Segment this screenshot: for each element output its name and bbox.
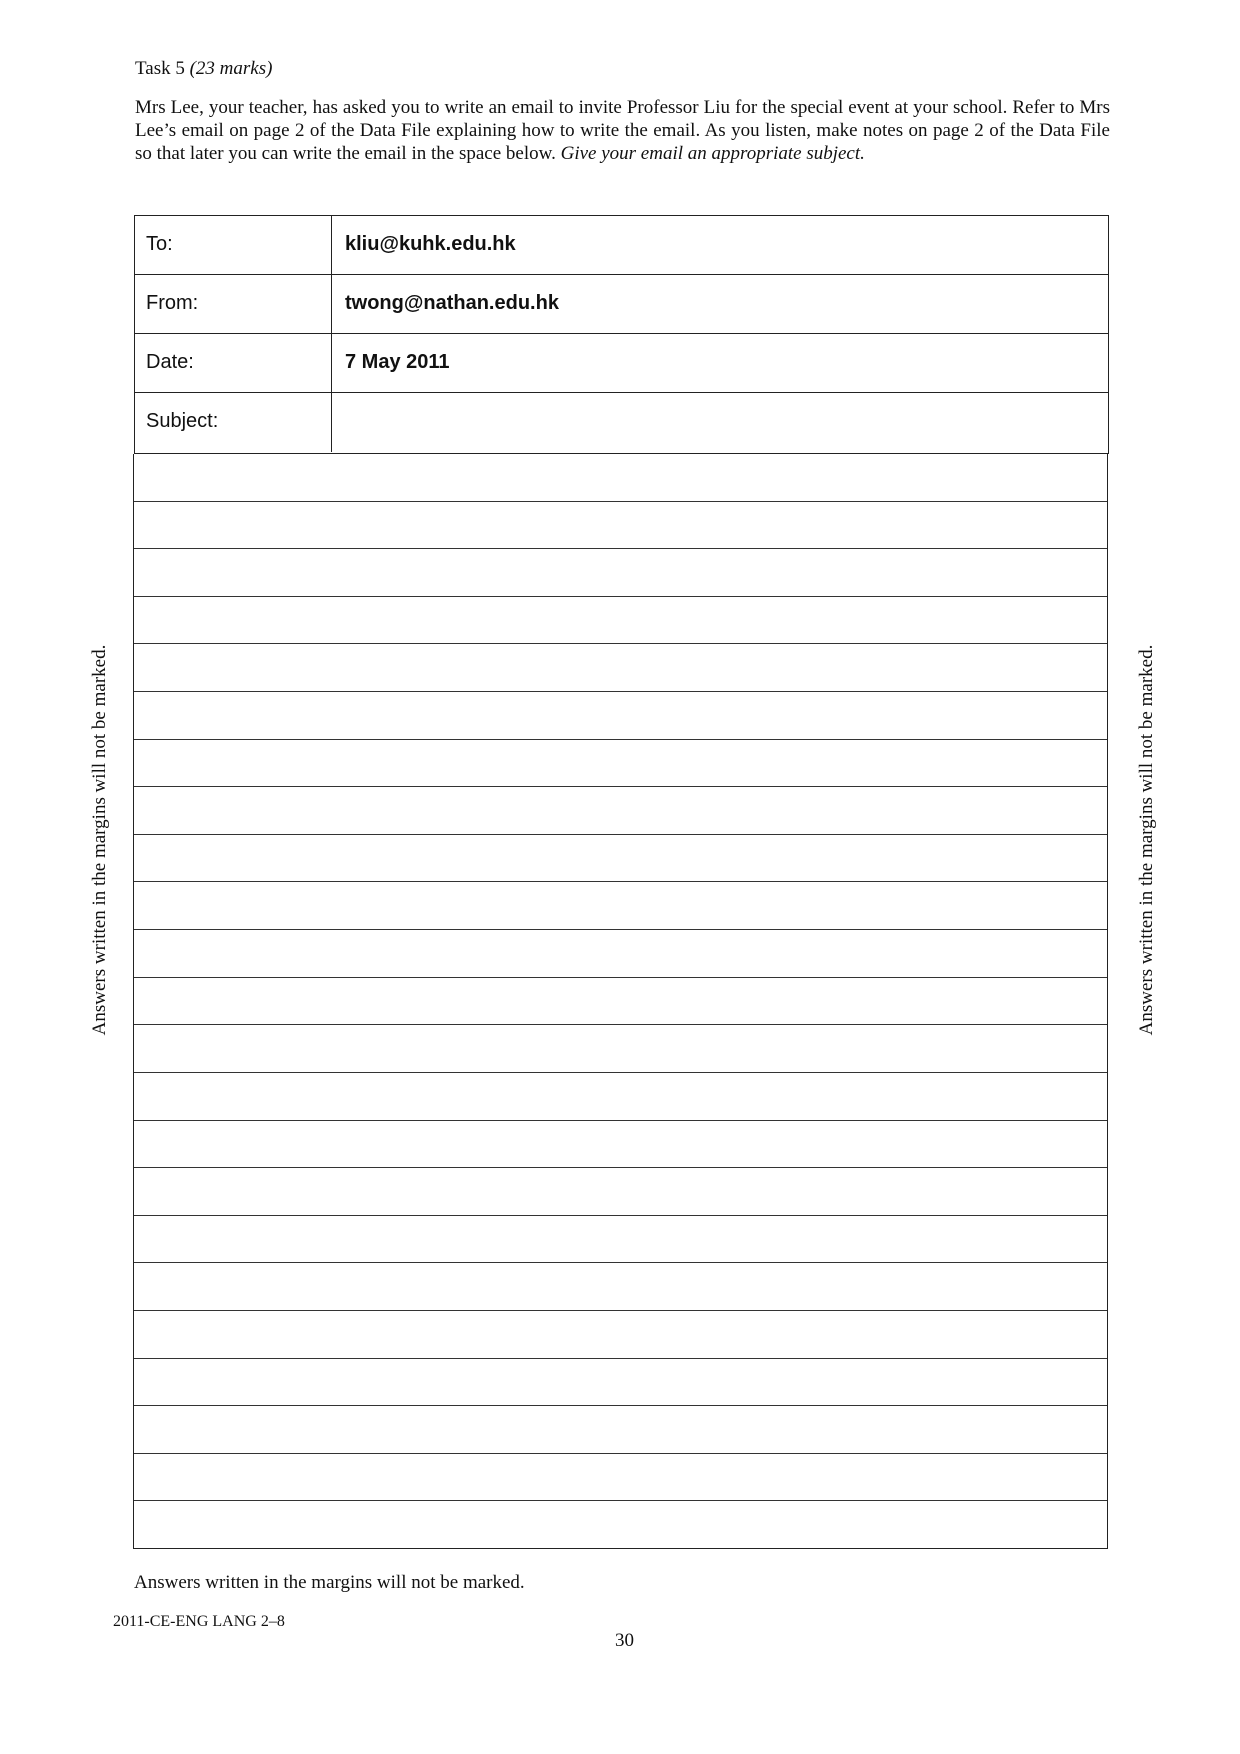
column-divider bbox=[331, 334, 332, 392]
task-marks: (23 marks) bbox=[189, 58, 273, 79]
from-label: From: bbox=[146, 292, 199, 314]
to-value: kliu@kuhk.edu.hk bbox=[345, 233, 516, 255]
task-title: Task 5 bbox=[135, 58, 185, 79]
to-label: To: bbox=[146, 233, 173, 255]
answer-line[interactable] bbox=[134, 930, 1107, 978]
answer-line[interactable] bbox=[134, 1121, 1107, 1169]
answer-line[interactable] bbox=[134, 1406, 1107, 1454]
column-divider bbox=[331, 216, 332, 274]
instructions-emphasis: Give your email an appropriate subject. bbox=[560, 143, 865, 164]
left-margin-note: Answers written in the margins will not be marked. bbox=[89, 644, 110, 1036]
instructions-main: Mrs Lee, your teacher, has asked you to write an email to invite Professor Liu for the special event at your school. Refer to Mrs Lee’s email on page 2 of the Data File explaining how to write the email. As you listen, make notes on page 2 of the Data File so that later you can write the email in the space below. bbox=[135, 97, 1110, 164]
answer-line[interactable] bbox=[134, 787, 1107, 835]
from-value: twong@nathan.edu.hk bbox=[345, 292, 559, 314]
email-header-table bbox=[134, 215, 1109, 454]
answer-line[interactable] bbox=[134, 597, 1107, 645]
bottom-margin-note: Answers written in the margins will not be marked. bbox=[134, 1572, 525, 1593]
date-label: Date: bbox=[146, 351, 194, 373]
email-date-row bbox=[135, 334, 1108, 393]
answer-line[interactable] bbox=[134, 1311, 1107, 1359]
answer-line[interactable] bbox=[134, 454, 1107, 502]
answer-area[interactable] bbox=[133, 454, 1108, 1549]
answer-line[interactable] bbox=[134, 502, 1107, 550]
paper-code: 2011-CE-ENG LANG 2–8 bbox=[113, 1613, 285, 1630]
answer-line[interactable] bbox=[134, 1263, 1107, 1311]
column-divider bbox=[331, 393, 332, 452]
answer-line[interactable] bbox=[134, 740, 1107, 788]
right-margin-note: Answers written in the margins will not be marked. bbox=[1136, 644, 1157, 1036]
task-instructions bbox=[135, 96, 1110, 165]
answer-line[interactable] bbox=[134, 1454, 1107, 1502]
subject-label: Subject: bbox=[146, 410, 219, 432]
answer-line[interactable] bbox=[134, 1168, 1107, 1216]
answer-line[interactable] bbox=[134, 644, 1107, 692]
answer-line[interactable] bbox=[134, 1501, 1107, 1549]
answer-line[interactable] bbox=[134, 1025, 1107, 1073]
answer-line[interactable] bbox=[134, 1216, 1107, 1264]
answer-line[interactable] bbox=[134, 835, 1107, 883]
email-subject-row bbox=[135, 393, 1108, 452]
answer-line[interactable] bbox=[134, 978, 1107, 1026]
task-heading bbox=[135, 58, 272, 80]
answer-line[interactable] bbox=[134, 1073, 1107, 1121]
email-to-row bbox=[135, 216, 1108, 275]
answer-line[interactable] bbox=[134, 882, 1107, 930]
answer-line[interactable] bbox=[134, 692, 1107, 740]
answer-line[interactable] bbox=[134, 549, 1107, 597]
answer-line[interactable] bbox=[134, 1359, 1107, 1407]
date-value: 7 May 2011 bbox=[345, 351, 450, 373]
email-from-row bbox=[135, 275, 1108, 334]
column-divider bbox=[331, 275, 332, 333]
page-number: 30 bbox=[615, 1630, 634, 1651]
